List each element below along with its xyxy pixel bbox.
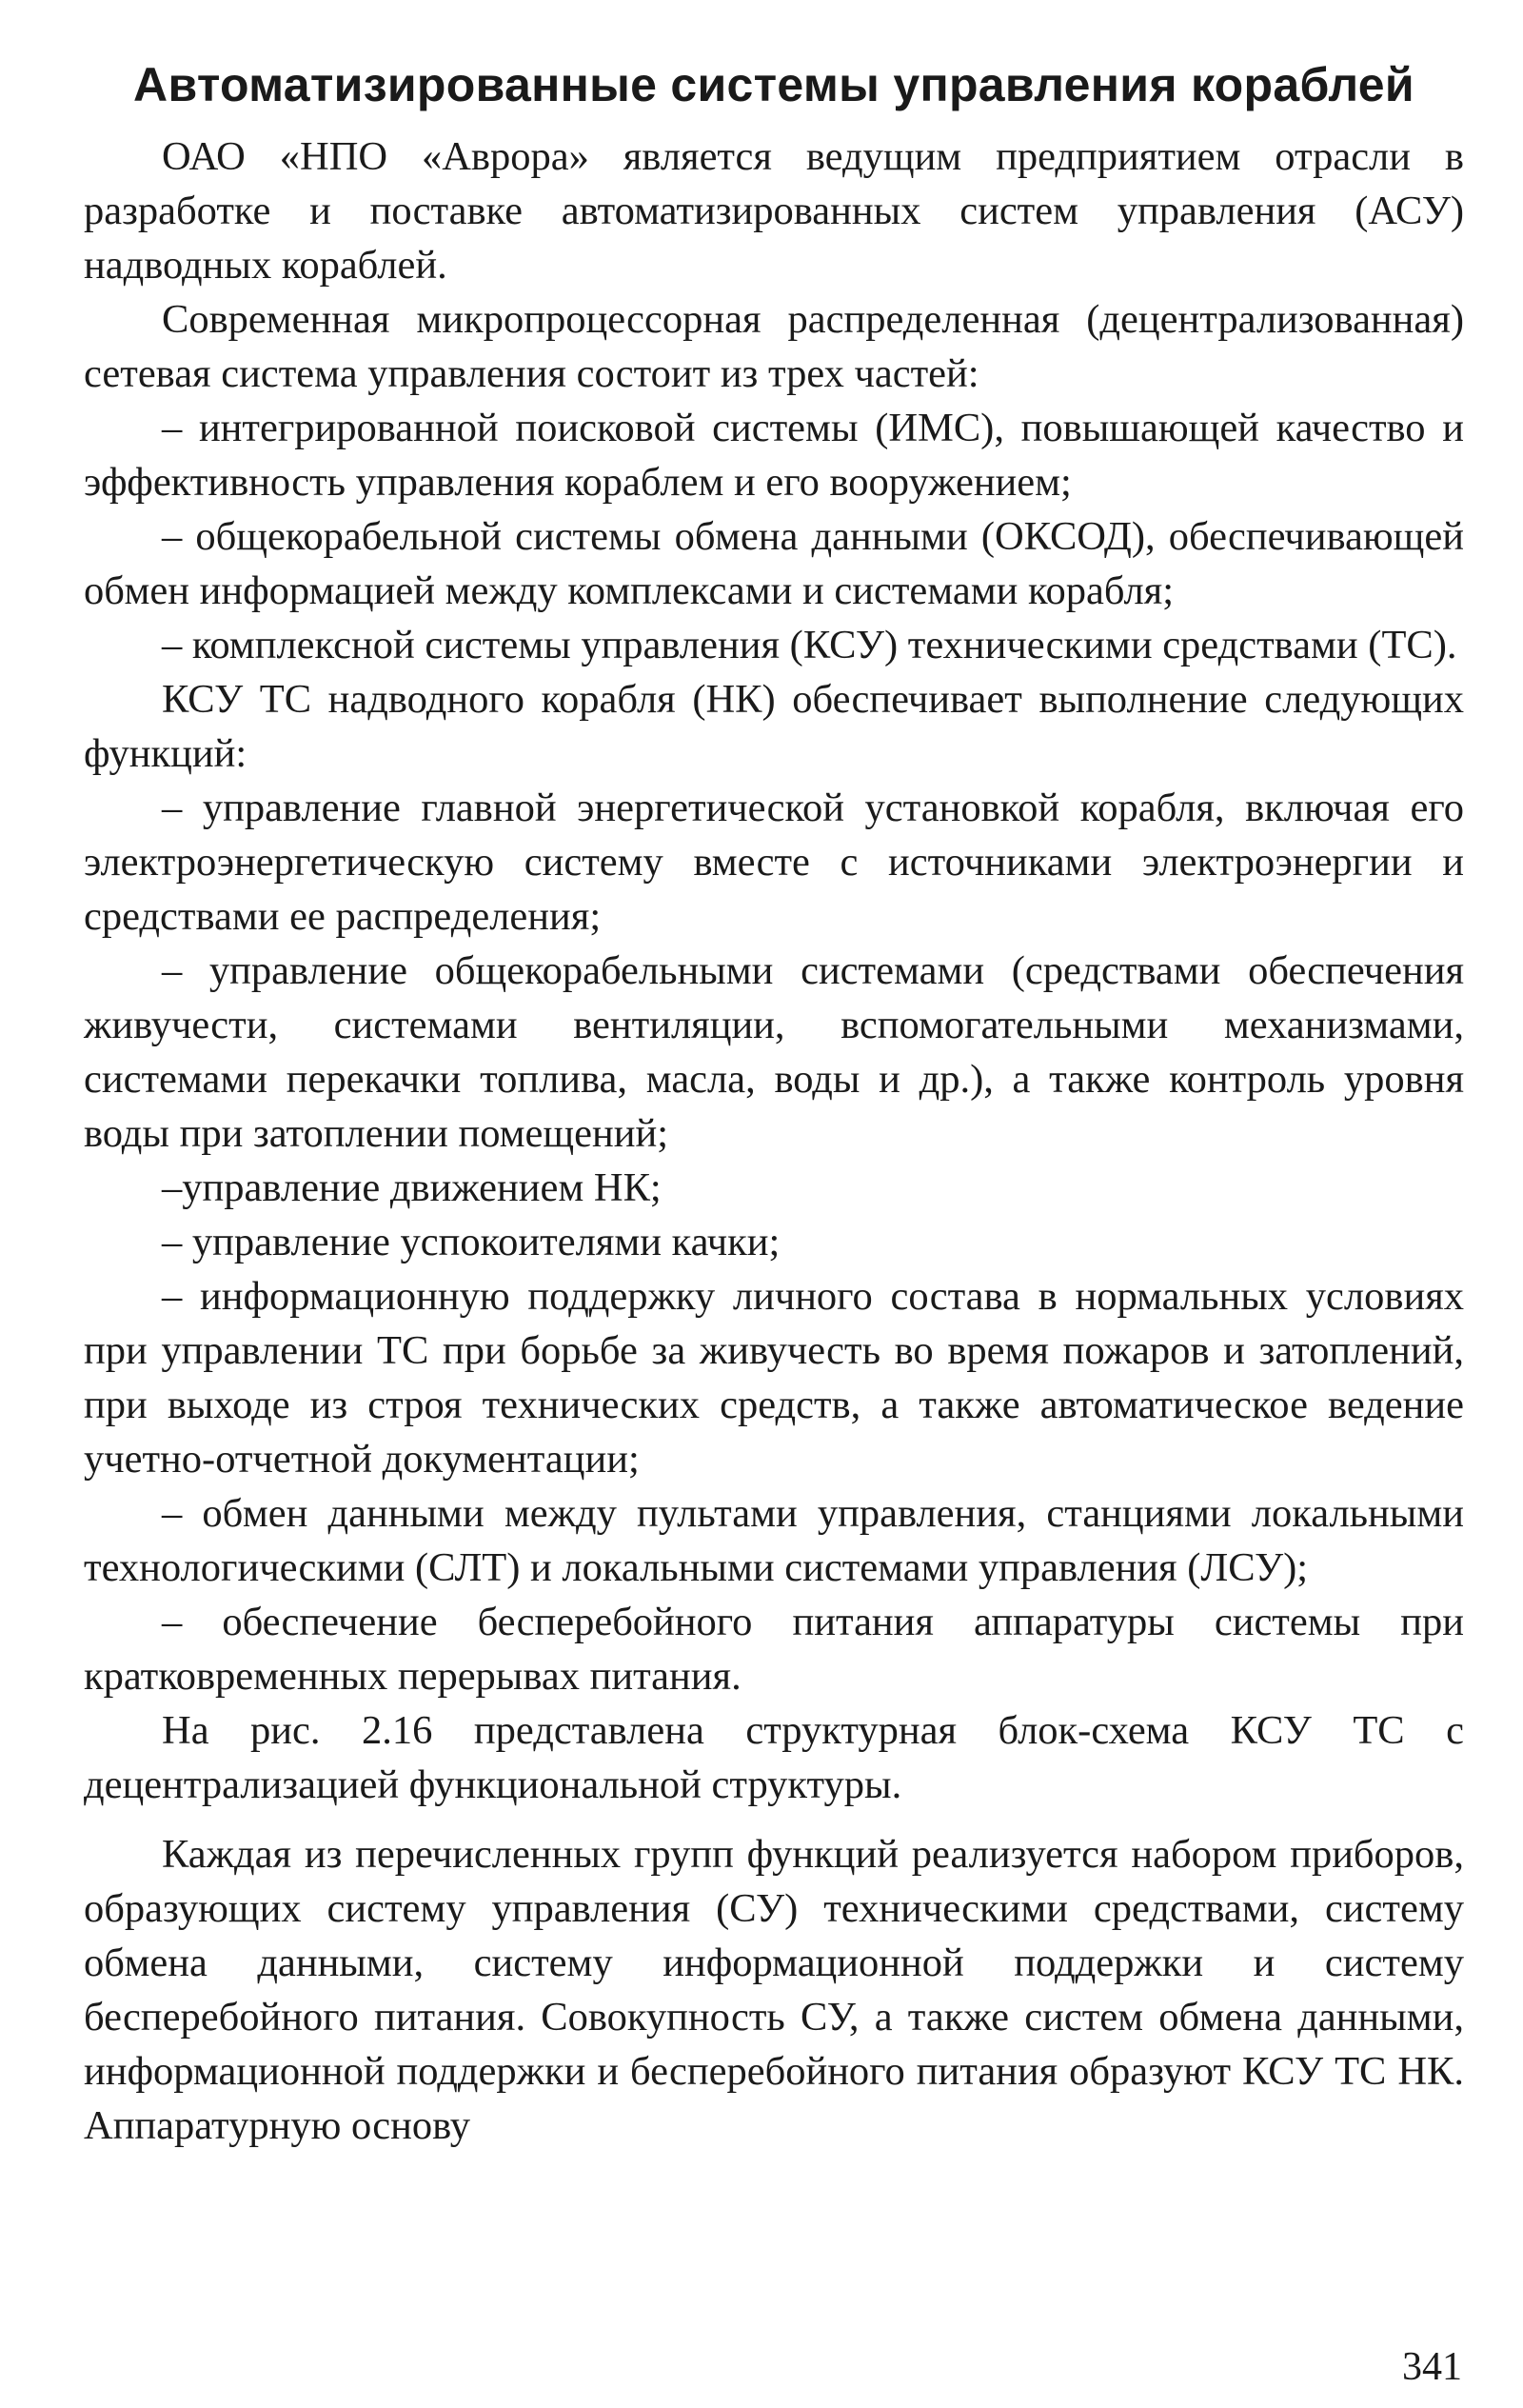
paragraph-figure-reference: На рис. 2.16 представлена структурная блок-схема КСУ ТС с децентрализацией функциональной структуры. — [84, 1708, 1464, 1807]
list-item-ims: – интегрированной поисковой системы (ИМС), повышающей качество и эффективность управления кораблем и его вооружением; — [84, 406, 1464, 505]
list-item-ship-systems: – управление общекорабельными системами (средствами обеспечения живучести, системами вентиляции, вспомогательными механизмами, системами перекачки топлива, масла, воды и др.), а также контроль уровня воды при затоплении помещений; — [84, 948, 1464, 1156]
list-item-data-exchange: – обмен данными между пультами управления, станциями локальными технологическими (СЛТ) и локальными системами управления (ЛСУ); — [84, 1491, 1464, 1590]
paragraph-intro: ОАО «НПО «Аврора» является ведущим предприятием отрасли в разработке и поставке автоматизированных систем управления (АСУ) надводных кораблей. — [84, 134, 1464, 288]
paragraph-function-groups: Каждая из перечисленных групп функций реализуется набором приборов, образующих систему управления (СУ) техническими средствами, систему обмена данными, систему информационной поддержки и систему бесперебойного питания. Совокупность СУ, а также систем обмена данными, информационной поддержки и бесперебойного питания образуют КСУ ТС НК. Аппаратурную основу — [84, 1832, 1464, 2148]
list-item-ksu: – комплексной системы управления (КСУ) техническими средствами (ТС). — [162, 623, 1457, 667]
list-item-power-plant: – управление главной энергетической установкой корабля, включая его электроэнергетическую систему вместе с источниками электроэнергии и средствами ее распределения; — [84, 786, 1464, 939]
paragraph-ksu-functions: КСУ ТС надводного корабля (НК) обеспечивает выполнение следующих функций: — [84, 677, 1464, 776]
list-item-motion-control: –управление движением НК; — [162, 1165, 662, 1210]
page-title: Автоматизированные системы управления кораблей — [133, 58, 1414, 111]
list-item-info-support: – информационную поддержку личного состава в нормальных условиях при управлении ТС при борьбе за живучесть во время пожаров и затоплений, при выходе из строя технических средств, а также автоматическое ведение учетно-отчетной документации; — [84, 1274, 1464, 1482]
document-page — [84, 57, 1464, 2153]
list-item-stabilizers: – управление успокоителями качки; — [162, 1220, 781, 1264]
page-number: 341 — [1402, 2345, 1462, 2389]
list-item-oksod: – общекорабельной системы обмена данными (ОКСОД), обеспечивающей обмен информацией между комплексами и системами корабля; — [84, 514, 1464, 613]
paragraph-system-overview: Современная микропроцессорная распределенная (децентрализованная) сетевая система управления состоит из трех частей: — [84, 297, 1464, 396]
list-item-power-supply: – обеспечение бесперебойного питания аппаратуры системы при кратковременных перерывах питания. — [84, 1600, 1464, 1699]
